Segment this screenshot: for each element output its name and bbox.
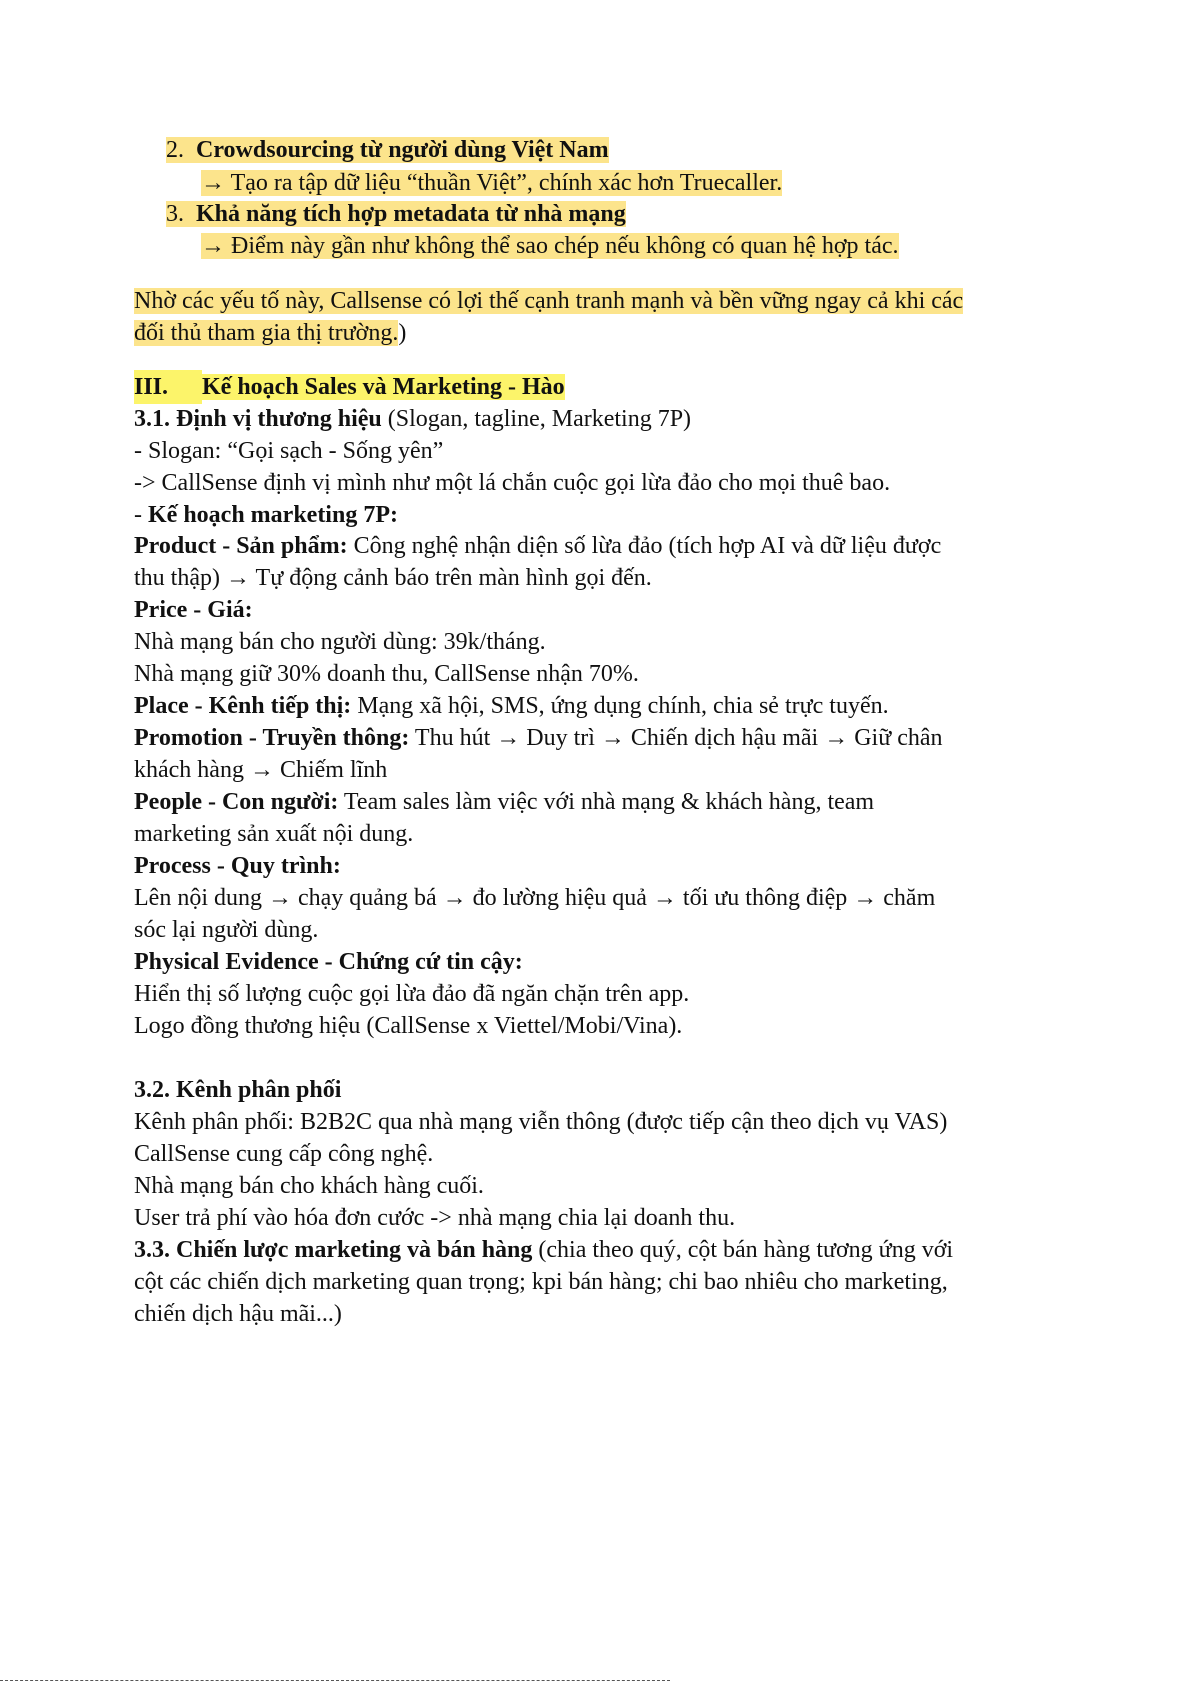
conclusion-text: Nhờ các yếu tố này, Callsense có lợi thế cạnh tranh mạnh và bền vững ngay cả khi các xyxy=(134,288,964,314)
subsection-heading-3-1 xyxy=(134,402,691,436)
list-item-detail xyxy=(201,166,782,200)
distribution-line-4: User trả phí vào hóa đơn cước -> nhà mạng chia lại doanh thu. xyxy=(134,1205,736,1231)
product-line xyxy=(134,529,941,563)
product-text: Công nghệ nhận diện số lừa đảo (tích hợp AI và dữ liệu được xyxy=(347,533,942,559)
subsection-title: 3.1. Định vị thương hiệu xyxy=(134,406,382,432)
process-line-2: sóc lại người dùng. xyxy=(134,917,319,943)
evidence-label: Physical Evidence - Chứng cứ tin cậy: xyxy=(134,949,523,975)
list-gap xyxy=(184,137,196,163)
subsection-heading-3-3 xyxy=(134,1233,953,1267)
process-line-1: Lên nội dung → chạy quảng bá → đo lường hiệu quả → tối ưu thông điệp → chăm xyxy=(134,885,936,911)
plan-label: Kế hoạch marketing 7P: xyxy=(148,502,398,528)
marketing-plan-heading xyxy=(134,498,398,532)
conclusion-line-2 xyxy=(134,316,406,350)
list-number: 2. xyxy=(166,137,184,163)
people-text: Team sales làm việc với nhà mạng & khách hàng, team xyxy=(338,789,875,815)
list-item-detail-text: → Điểm này gần như không thể sao chép nếu không có quan hệ hợp tác. xyxy=(201,233,899,259)
list-gap xyxy=(184,201,196,227)
price-heading xyxy=(134,593,253,627)
promotion-label: Promotion - Truyền thông: xyxy=(134,725,410,751)
process-heading xyxy=(134,849,341,883)
price-line-2: Nhà mạng giữ 30% doanh thu, CallSense nhận 70%. xyxy=(134,661,639,687)
section-heading xyxy=(134,370,565,404)
strategy-line-2: cột các chiến dịch marketing quan trọng; kpi bán hàng; chi bao nhiêu cho marketing, xyxy=(134,1269,948,1295)
positioning-line: -> CallSense định vị mình như một lá chắn cuộc gọi lừa đảo cho mọi thuê bao. xyxy=(134,470,891,496)
evidence-heading xyxy=(134,945,523,979)
price-line-1: Nhà mạng bán cho người dùng: 39k/tháng. xyxy=(134,629,546,655)
list-number: 3. xyxy=(166,201,184,227)
subsection-note: (Slogan, tagline, Marketing 7P) xyxy=(381,406,692,432)
subsection-note: (chia theo quý, cột bán hàng tương ứng với xyxy=(532,1237,954,1263)
slogan-line: - Slogan: “Gọi sạch - Sống yên” xyxy=(134,438,444,464)
promotion-text: Thu hút → Duy trì → Chiến dịch hậu mãi → Giữ chân xyxy=(409,725,943,751)
distribution-line-3: Nhà mạng bán cho khách hàng cuối. xyxy=(134,1173,484,1199)
promotion-line xyxy=(134,721,943,755)
process-label: Process - Quy trình: xyxy=(134,853,341,879)
product-label: Product - Sản phẩm: xyxy=(134,533,348,559)
evidence-line-2: Logo đồng thương hiệu (CallSense x Viettel/Mobi/Vina). xyxy=(134,1013,683,1039)
people-line-2: marketing sản xuất nội dung. xyxy=(134,821,414,847)
section-title: Kế hoạch Sales và Marketing - Hào xyxy=(202,374,565,400)
people-line xyxy=(134,785,874,819)
price-label: Price - Giá: xyxy=(134,597,253,623)
list-item xyxy=(166,197,626,231)
list-item xyxy=(166,133,609,167)
place-label: Place - Kênh tiếp thị: xyxy=(134,693,352,719)
promotion-line-2: khách hàng → Chiếm lĩnh xyxy=(134,757,388,783)
conclusion-text: đối thủ tham gia thị trường. xyxy=(134,320,399,346)
list-item-title: Crowdsourcing từ người dùng Việt Nam xyxy=(196,137,609,163)
conclusion-tail: ) xyxy=(398,320,407,346)
distribution-line-1: Kênh phân phối: B2B2C qua nhà mạng viễn thông (được tiếp cận theo dịch vụ VAS) xyxy=(134,1109,948,1135)
product-line-2: thu thập) → Tự động cảnh báo trên màn hình gọi đến. xyxy=(134,565,652,591)
conclusion-line-1 xyxy=(134,284,963,318)
list-item-detail-text: → Tạo ra tập dữ liệu “thuần Việt”, chính xác hơn Truecaller. xyxy=(201,170,783,196)
page-bottom-divider xyxy=(0,1680,670,1681)
list-item-detail xyxy=(201,229,899,263)
place-text: Mạng xã hội, SMS, ứng dụng chính, chia sẻ trực tuyến. xyxy=(351,693,889,719)
subsection-heading-3-2 xyxy=(134,1073,341,1107)
section-number: III. xyxy=(134,370,202,404)
distribution-line-2: CallSense cung cấp công nghệ. xyxy=(134,1141,434,1167)
list-item-title: Khả năng tích hợp metadata từ nhà mạng xyxy=(196,201,626,227)
people-label: People - Con người: xyxy=(134,789,339,815)
plan-prefix: - xyxy=(134,502,148,528)
subsection-title: 3.3. Chiến lược marketing và bán hàng xyxy=(134,1237,533,1263)
strategy-line-3: chiến dịch hậu mãi...) xyxy=(134,1301,342,1327)
place-line xyxy=(134,689,889,723)
evidence-line-1: Hiển thị số lượng cuộc gọi lừa đảo đã ngăn chặn trên app. xyxy=(134,981,690,1007)
subsection-title: 3.2. Kênh phân phối xyxy=(134,1077,342,1103)
